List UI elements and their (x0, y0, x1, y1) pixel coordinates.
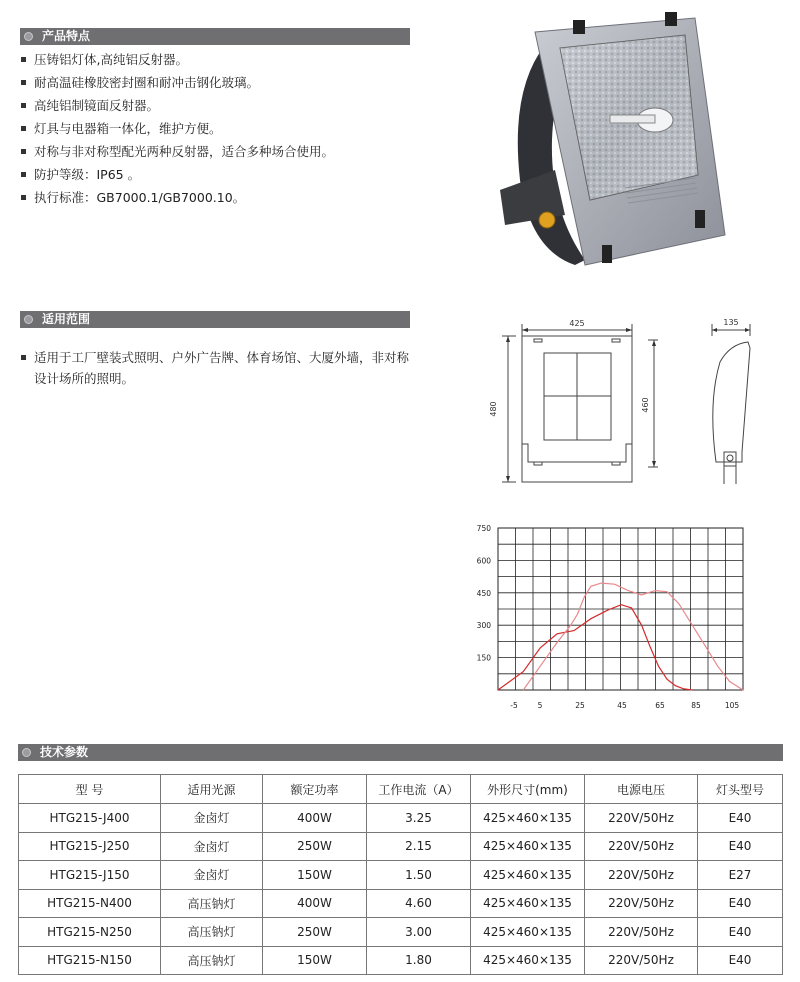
cell: 3.00 (367, 918, 471, 947)
cell: 220V/50Hz (585, 861, 698, 890)
chart-x-labels (510, 701, 739, 710)
col-header: 灯头型号 (698, 775, 783, 804)
scope-title: 适用范围 (42, 312, 91, 326)
cell: 220V/50Hz (585, 946, 698, 975)
specs-header (18, 744, 783, 761)
feature-item: 灯具与电器箱一体化，维护方便。 (20, 121, 334, 144)
cell: 1.50 (367, 861, 471, 890)
x-tick-label: 45 (617, 701, 627, 710)
col-header: 额定功率 (263, 775, 367, 804)
col-header: 外形尺寸(mm) (471, 775, 585, 804)
front-width-label: 425 (569, 319, 585, 328)
col-header: 电源电压 (585, 775, 698, 804)
col-header: 工作电流（A） (367, 775, 471, 804)
cell: 220V/50Hz (585, 832, 698, 861)
cell: HTG215-N150 (19, 946, 161, 975)
chart-grid (498, 528, 743, 690)
cell: 220V/50Hz (585, 804, 698, 833)
cell: E40 (698, 918, 783, 947)
x-tick-label: 25 (575, 701, 585, 710)
cell: E40 (698, 889, 783, 918)
cell: 3.25 (367, 804, 471, 833)
col-header: 型 号 (19, 775, 161, 804)
cell: 250W (263, 832, 367, 861)
y-tick-label: 150 (476, 653, 491, 663)
cell: E27 (698, 861, 783, 890)
cell: E40 (698, 946, 783, 975)
cell: HTG215-N400 (19, 889, 161, 918)
scope-text: 适用于工厂壁装式照明、户外广告牌、体育场馆、大厦外墙，非对称设计场所的照明。 (34, 350, 410, 386)
cell: HTG215-J250 (19, 832, 161, 861)
bullet-circle-icon (24, 32, 33, 41)
y-tick-label: 600 (476, 556, 491, 566)
cell: 425×460×135 (471, 889, 585, 918)
bullet-square-icon (21, 355, 26, 360)
cell: HTG215-J150 (19, 861, 161, 890)
cell: HTG215-N250 (19, 918, 161, 947)
table-row (19, 861, 783, 890)
cell: 高压钠灯 (161, 946, 263, 975)
front-height-outer-label: 480 (489, 401, 498, 417)
y-tick-label: 300 (476, 621, 491, 631)
y-tick-label: 750 (476, 524, 491, 533)
scope-paragraph (20, 347, 415, 389)
feature-item: 对称与非对称型配光两种反射器，适合多种场合使用。 (20, 144, 334, 167)
cell: HTG215-J400 (19, 804, 161, 833)
cell: 425×460×135 (471, 832, 585, 861)
cell: 220V/50Hz (585, 918, 698, 947)
front-height-inner-label: 460 (641, 397, 650, 413)
cell: 150W (263, 946, 367, 975)
cell: 425×460×135 (471, 918, 585, 947)
table-row (19, 918, 783, 947)
cell: 金卤灯 (161, 861, 263, 890)
x-tick-label: -5 (510, 701, 518, 710)
chart-y-labels (477, 524, 492, 663)
scope-header (20, 311, 410, 328)
specs-title: 技术参数 (40, 745, 89, 759)
feature-item: 高纯铝制镜面反射器。 (20, 98, 334, 121)
table-row (19, 804, 783, 833)
cell: 250W (263, 918, 367, 947)
cell: 高压钠灯 (161, 918, 263, 947)
cell: 4.60 (367, 889, 471, 918)
cell: 425×460×135 (471, 946, 585, 975)
table-row (19, 832, 783, 861)
cell: 425×460×135 (471, 861, 585, 890)
features-header (20, 28, 410, 45)
table-row (19, 946, 783, 975)
table-header-row (19, 775, 783, 804)
specs-table (18, 774, 783, 975)
cell: 金卤灯 (161, 804, 263, 833)
x-tick-label: 85 (691, 701, 701, 710)
cell: 425×460×135 (471, 804, 585, 833)
feature-item: 防护等级：IP65 。 (20, 167, 334, 190)
table-row (19, 889, 783, 918)
cell: 400W (263, 804, 367, 833)
x-tick-label: 65 (655, 701, 665, 710)
cell: 金卤灯 (161, 832, 263, 861)
bullet-circle-icon (24, 315, 33, 324)
series-line-asymmetric (498, 605, 692, 690)
floodlight-product-image (490, 10, 735, 270)
cell: E40 (698, 804, 783, 833)
x-tick-label: 5 (537, 701, 543, 710)
y-tick-label: 450 (476, 588, 491, 598)
feature-item: 执行标准：GB7000.1/GB7000.10。 (20, 190, 334, 213)
light-distribution-chart (468, 520, 758, 715)
col-header: 适用光源 (161, 775, 263, 804)
bullet-circle-icon (22, 748, 31, 757)
side-depth-label: 135 (723, 318, 739, 327)
cell: E40 (698, 832, 783, 861)
cell: 220V/50Hz (585, 889, 698, 918)
features-title: 产品特点 (42, 29, 91, 43)
cell: 1.80 (367, 946, 471, 975)
feature-item: 耐高温硅橡胶密封圈和耐冲击钢化玻璃。 (20, 75, 334, 98)
cell: 150W (263, 861, 367, 890)
cell: 400W (263, 889, 367, 918)
cell: 高压钠灯 (161, 889, 263, 918)
dimension-drawing (480, 312, 780, 497)
x-tick-label: 105 (724, 701, 740, 710)
features-list (20, 52, 334, 213)
feature-item: 压铸铝灯体,高纯铝反射器。 (20, 52, 334, 75)
cell: 2.15 (367, 832, 471, 861)
